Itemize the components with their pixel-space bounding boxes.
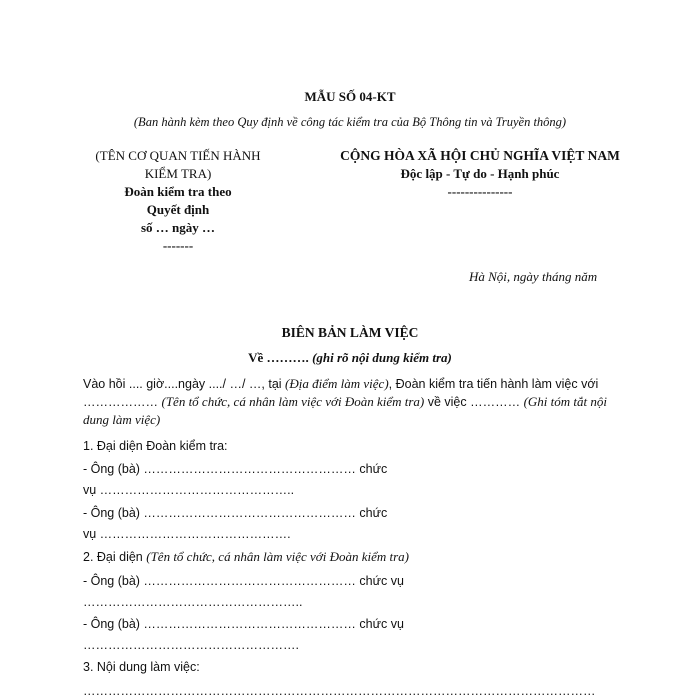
subtitle-prefix: Về ………. [248, 350, 309, 365]
content-line-1: …………………………………………………………………………………………………………… [83, 684, 596, 698]
inspector-1-name: - Ông (bà) …………………………………………… chức [83, 462, 388, 476]
intro-party: (Tên tổ chức, cá nhân làm việc với Đoàn kiểm tra) [161, 394, 425, 409]
team-line-2: Quyết định [146, 202, 210, 217]
section-2-italic: (Tên tổ chức, cá nhân làm việc với Đoàn kiểm tra) [146, 549, 409, 564]
section-3-heading: 3. Nội dung làm việc: [83, 660, 200, 674]
section-2-heading [83, 549, 409, 565]
intro-place: (Địa điểm làm việc) [285, 376, 389, 391]
inspector-2-position: vụ ………………………………………. [83, 527, 291, 541]
section-2-prefix: 2. Đại diện [83, 550, 147, 564]
intro-text-1: Vào hồi .... giờ....ngày ..../ …/ …, tại [83, 377, 286, 391]
agency-line-2: KIỂM TRA) [144, 166, 212, 181]
form-number: MẪU SỐ 04-KT [304, 89, 396, 104]
agency-block [78, 147, 278, 255]
motto-divider: --------------- [447, 184, 513, 199]
team-line-1: Đoàn kiểm tra theo [124, 184, 232, 199]
issued-note: (Ban hành kèm theo Quy định về công tác kiểm tra của Bộ Thông tin và Truyền thông) [133, 115, 567, 129]
intro-text-3: về việc ………… [424, 395, 524, 409]
inspector-2-name: - Ông (bà) …………………………………………… chức [83, 506, 388, 520]
motto: Độc lập - Tự do - Hạnh phúc [400, 166, 560, 181]
agency-divider: ------- [162, 238, 194, 253]
section-1-heading: 1. Đại diện Đoàn kiểm tra: [83, 439, 228, 453]
representative-1-position: …………………………………………….. [83, 595, 303, 609]
representative-2-position: ……………………………………………. [83, 638, 299, 652]
team-line-3: số … ngày … [140, 220, 216, 235]
document-subtitle [0, 350, 700, 366]
intro-paragraph [83, 375, 623, 429]
national-block [290, 147, 670, 201]
document-title: BIÊN BẢN LÀM VIỆC [281, 325, 419, 340]
representative-1-name: - Ông (bà) …………………………………………… chức vụ [83, 574, 404, 588]
representative-2-name: - Ông (bà) …………………………………………… chức vụ [83, 617, 404, 631]
intro-summary: (Ghi tóm tắt nội dung làm việc) [83, 394, 607, 427]
agency-line-1: (TÊN CƠ QUAN TIẾN HÀNH [95, 148, 261, 163]
inspector-1-position: vụ ……………………………………….. [83, 483, 295, 497]
intro-text-2: , Đoàn kiểm tra tiến hành làm việc với ……………… [83, 377, 599, 409]
nation-title: CỘNG HÒA XÃ HỘI CHỦ NGHĨA VIỆT NAM [340, 148, 620, 163]
place-date: Hà Nội, ngày tháng năm [469, 269, 598, 284]
subtitle-italic: (ghi rõ nội dung kiểm tra) [308, 350, 452, 365]
